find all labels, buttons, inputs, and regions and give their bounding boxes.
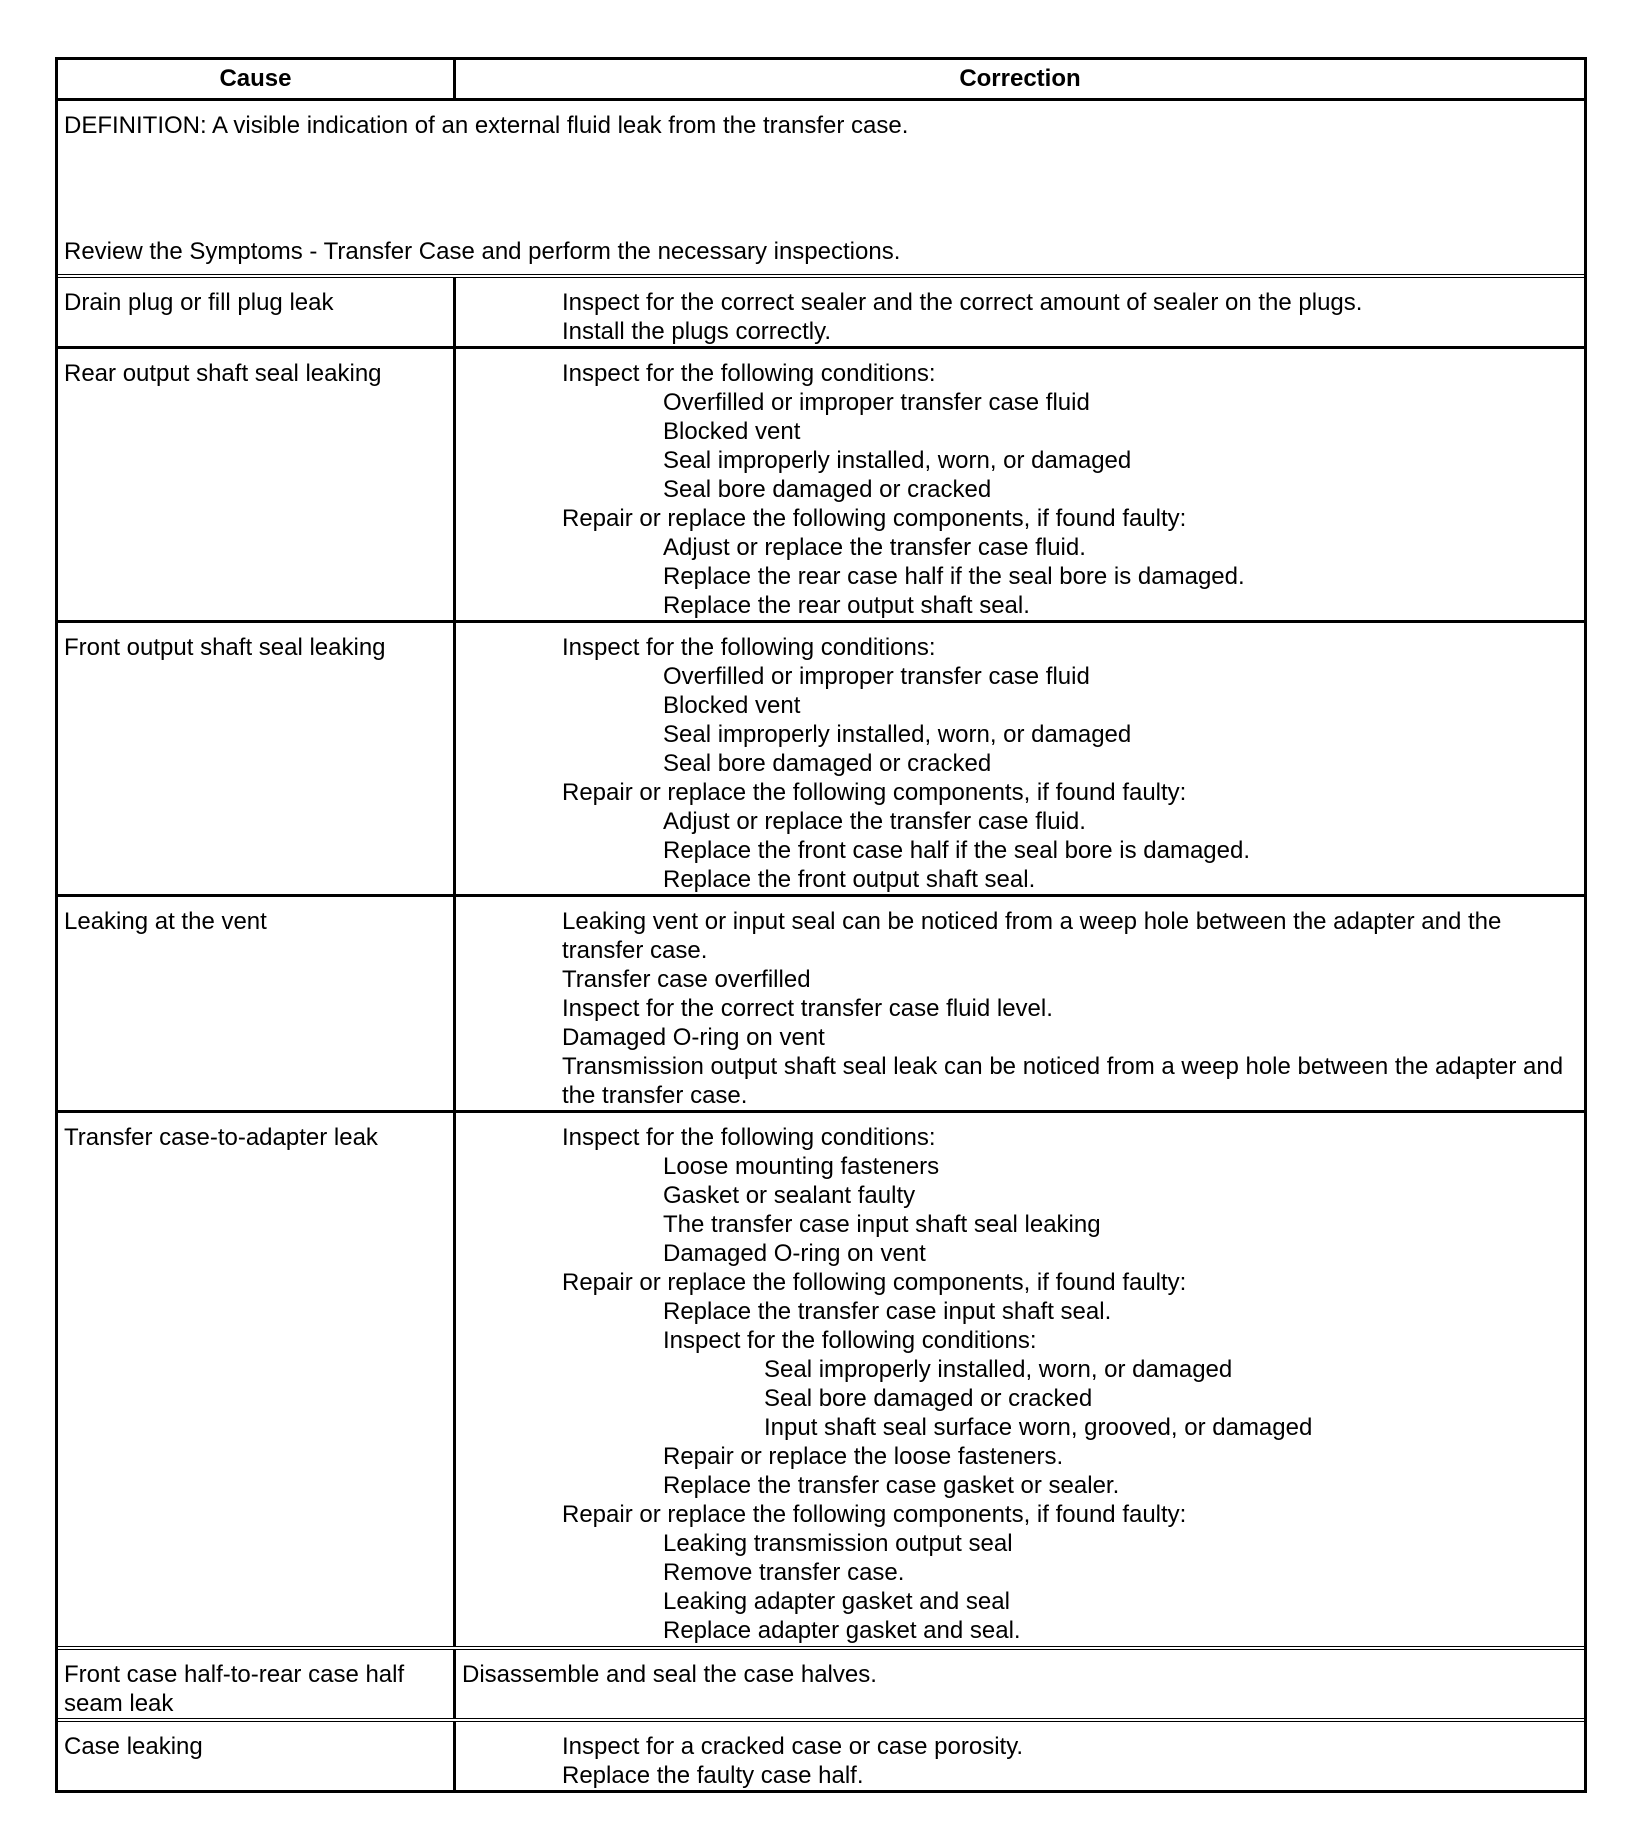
- cause-cell: Case leaking: [58, 1722, 456, 1790]
- correction-line: Inspect for the correct sealer and the correct amount of sealer on the plugs.: [562, 289, 1363, 316]
- cause-cell: Front case half-to-rear case half seam leak: [58, 1650, 456, 1718]
- table-row: [58, 1646, 1584, 1718]
- correction-line: Input shaft seal surface worn, grooved, or damaged: [764, 1414, 1313, 1441]
- correction-line: Repair or replace the following components, if found faulty:: [562, 779, 1187, 806]
- table-row: [58, 274, 1584, 346]
- correction-cell: [456, 1113, 1584, 1646]
- correction-line: Transfer case overfilled: [562, 966, 811, 993]
- correction-line: Install the plugs correctly.: [562, 318, 832, 345]
- transfer-case-leak-table: [55, 57, 1587, 1793]
- correction-line: Damaged O-ring on vent: [562, 1024, 825, 1051]
- correction-cell: [456, 349, 1584, 620]
- cause-cell: Drain plug or fill plug leak: [58, 278, 456, 346]
- correction-line: Overfilled or improper transfer case fluid: [663, 663, 1090, 690]
- correction-cell: [456, 1722, 1584, 1790]
- table-row: [58, 346, 1584, 620]
- correction-line: Leaking vent or input seal can be noticed from a weep hole between the adapter and the transfer case.: [562, 908, 1502, 964]
- correction-line: Seal improperly installed, worn, or damaged: [663, 447, 1132, 474]
- correction-line: Seal bore damaged or cracked: [663, 476, 992, 503]
- correction-line: Adjust or replace the transfer case fluid.: [663, 808, 1086, 835]
- cause-cell: Transfer case-to-adapter leak: [58, 1113, 456, 1646]
- cause-cell: Leaking at the vent: [58, 897, 456, 1110]
- correction-line: Inspect for the following conditions:: [562, 1124, 936, 1151]
- cause-cell: Front output shaft seal leaking: [58, 623, 456, 894]
- correction-cell: [456, 623, 1584, 894]
- correction-line: Blocked vent: [663, 692, 801, 719]
- table-row: [58, 1110, 1584, 1646]
- correction-line: Gasket or sealant faulty: [663, 1182, 916, 1209]
- correction-line: Overfilled or improper transfer case fluid: [663, 389, 1090, 416]
- correction-cell: [456, 1650, 1584, 1718]
- header-correction: Correction: [959, 65, 1081, 92]
- table-row: [58, 894, 1584, 1110]
- correction-line: Inspect for the following conditions:: [562, 634, 936, 661]
- correction-line: Replace the faulty case half.: [562, 1762, 864, 1789]
- correction-line: Replace the transfer case input shaft seal.: [663, 1298, 1112, 1325]
- correction-line: Replace adapter gasket and seal.: [663, 1617, 1021, 1644]
- correction-line: Seal improperly installed, worn, or damaged: [663, 721, 1132, 748]
- correction-line: Disassemble and seal the case halves.: [462, 1661, 877, 1688]
- definition-text: DEFINITION: A visible indication of an external fluid leak from the transfer case.: [64, 112, 909, 139]
- correction-line: Replace the rear case half if the seal bore is damaged.: [663, 563, 1245, 590]
- correction-line: Adjust or replace the transfer case fluid.: [663, 534, 1086, 561]
- correction-cell: [456, 897, 1584, 1110]
- correction-line: Repair or replace the loose fasteners.: [663, 1443, 1064, 1470]
- table-header: [58, 60, 1584, 98]
- correction-cell: [456, 278, 1584, 346]
- correction-line: Repair or replace the following components, if found faulty:: [562, 1269, 1187, 1296]
- correction-line: Blocked vent: [663, 418, 801, 445]
- correction-line: Inspect for a cracked case or case porosity.: [562, 1733, 1024, 1760]
- header-cause: Cause: [58, 60, 456, 98]
- correction-line: Leaking adapter gasket and seal: [663, 1588, 1010, 1615]
- correction-line: Inspect for the correct transfer case fluid level.: [562, 995, 1053, 1022]
- cause-cell: Rear output shaft seal leaking: [58, 349, 456, 620]
- correction-line: Inspect for the following conditions:: [663, 1327, 1037, 1354]
- correction-line: Leaking transmission output seal: [663, 1530, 1013, 1557]
- correction-line: Damaged O-ring on vent: [663, 1240, 926, 1267]
- correction-line: Replace the transfer case gasket or sealer.: [663, 1472, 1120, 1499]
- correction-line: Loose mounting fasteners: [663, 1153, 940, 1180]
- correction-line: Repair or replace the following components, if found faulty:: [562, 1501, 1187, 1528]
- table-row: [58, 1718, 1584, 1790]
- correction-line: Transmission output shaft seal leak can be noticed from a weep hole between the adapter and the transfer case.: [562, 1053, 1564, 1109]
- definition-review: Review the Symptoms - Transfer Case and perform the necessary inspections.: [64, 238, 901, 265]
- correction-line: Seal bore damaged or cracked: [663, 750, 992, 777]
- correction-line: Remove transfer case.: [663, 1559, 905, 1586]
- table-row: [58, 620, 1584, 894]
- correction-line: Replace the front case half if the seal bore is damaged.: [663, 837, 1251, 864]
- correction-line: Replace the rear output shaft seal.: [663, 592, 1030, 619]
- definition-row: [58, 98, 1584, 274]
- correction-line: Replace the front output shaft seal.: [663, 866, 1036, 893]
- correction-line: Seal improperly installed, worn, or damaged: [764, 1356, 1233, 1383]
- correction-line: Seal bore damaged or cracked: [764, 1385, 1093, 1412]
- correction-line: Repair or replace the following components, if found faulty:: [562, 505, 1187, 532]
- correction-line: Inspect for the following conditions:: [562, 360, 936, 387]
- correction-line: The transfer case input shaft seal leaking: [663, 1211, 1101, 1238]
